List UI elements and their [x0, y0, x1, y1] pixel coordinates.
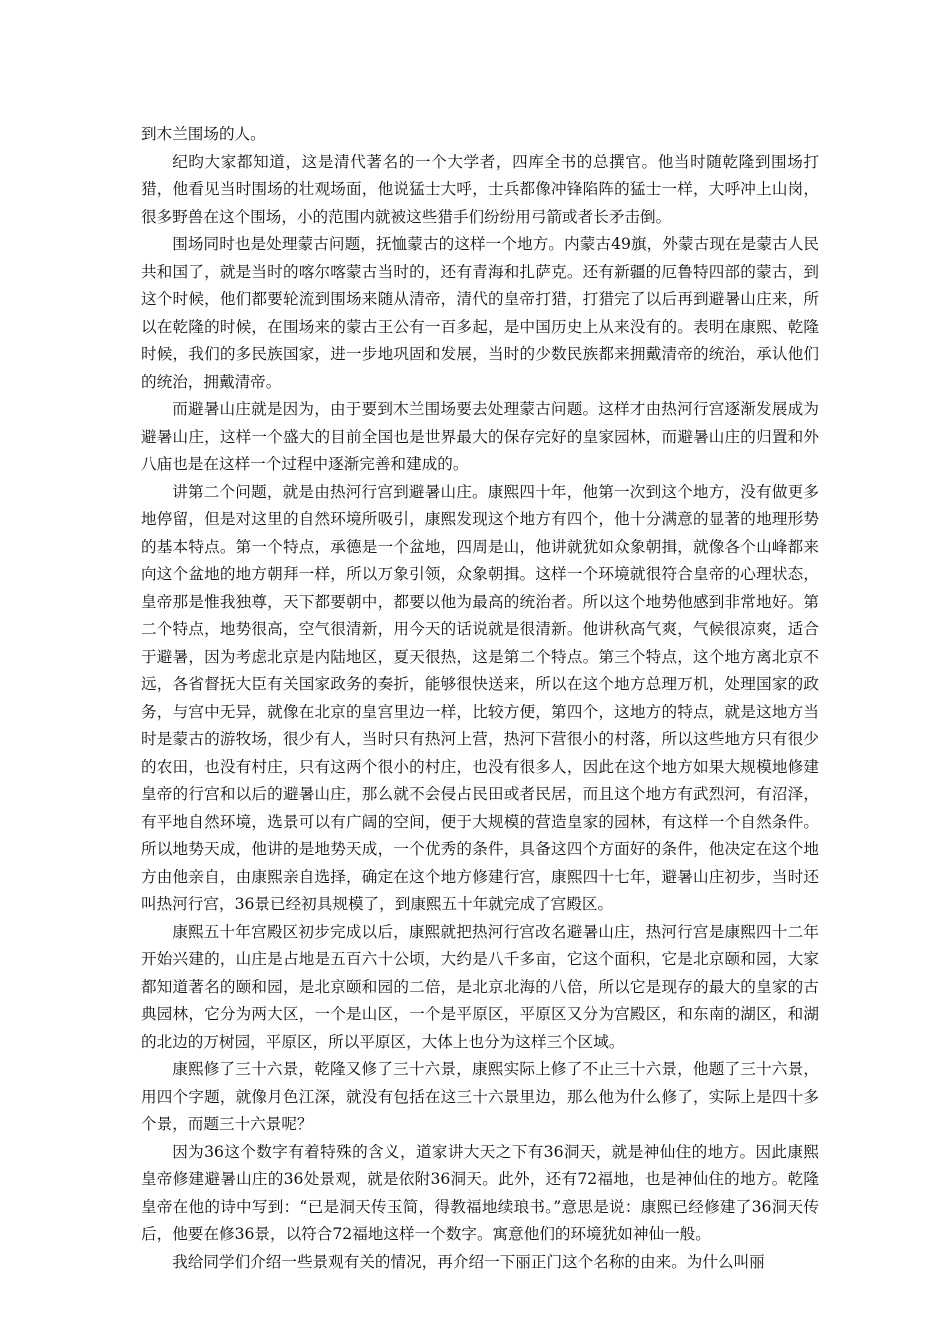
document-page	[141, 121, 819, 1276]
paragraph-continuation: 到木兰围场的人。	[141, 125, 266, 143]
paragraph-palace-area: 康熙五十年宫殿区初步完成以后，康熙就把热河行宫改名避暑山庄，热河行宫是康熙四十二年开始兴建的，山庄是占地是五百六十公顷，大约是八千多亩，它这个面积，它是北京颐和园，大家都知道著名的颐和园，是北京颐和园的二倍，是北京北海的八倍，所以它是现存的最大的皇家的古典园林，它分为两大区，一个是山区，一个是平原区，平原区又分为宫殿区，和东南的湖区，和湖的北边的万树园，平原区，所以平原区，大体上也分为这样三个区域。	[141, 922, 819, 1051]
paragraph-number-36: 因为36这个数字有着特殊的含义，道家讲大天之下有36洞天，就是神仙住的地方。因此康熙皇帝修建避暑山庄的36处景观，就是依附36洞天。此外，还有72福地，也是神仙住的地方。乾隆皇帝在他的诗中写到：“已是洞天传玉简，得教福地续琅书。”意思是说：康熙已经修建了36洞天传后，他要在修36景，以符合72福地这样一个数字。寓意他们的环境犹如神仙一般。	[141, 1142, 819, 1243]
paragraph-second-question: 讲第二个问题，就是由热河行宫到避暑山庄。康熙四十年，他第一次到这个地方，没有做更多地停留，但是对这里的自然环境所吸引，康熙发现这个地方有四个，他十分满意的显著的地理形势的基本特点。第一个特点，承德是一个盆地，四周是山，他讲就犹如众象朝揖，就像各个山峰都来向这个盆地的地方朝拜一样，所以万象引领，众象朝揖。这样一个环境就很符合皇帝的心理状态，皇帝那是惟我独尊，天下都要朝中，都要以他为最高的统治者。所以这个地势他感到非常地好。第二个特点，地势很高，空气很清新，用今天的话说就是很清新。他讲秋高气爽，气候很凉爽，适合于避暑，因为考虑北京是内陆地区，夏天很热，这是第二个特点。第三个特点，这个地方离北京不远，各省督抚大臣有关国家政务的奏折，能够很快送来，所以在这个地方总理万机，处理国家的政务，与宫中无异，就像在北京的皇宫里边一样，比较方便，第四个，这地方的特点，就是这地方当时是蒙古的游牧场，很少有人，当时只有热河上营，热河下营很小的村落，所以这些地方只有很少的农田，也没有村庄，只有这两个很小的村庄，也没有很多人，因此在这个地方如果大规模地修建皇帝的行宫和以后的避暑山庄，那么就不会侵占民田或者民居，而且这个地方有武烈河，有沼泽，有平地自然环境，选景可以有广阔的空间，便于大规模的营造皇家的园林，有这样一个自然条件。所以地势天成，他讲的是地势天成，一个优秀的条件，具备这四个方面好的条件，他决定在这个地方由他亲自，由康熙亲自选择，确定在这个地方修建行宫，康熙四十七年，避暑山庄初步，当时还叫热河行宫，36景已经初具规模了，到康熙五十年就完成了宫殿区。	[141, 482, 819, 913]
paragraph-thirty-six-scenes: 康熙修了三十六景，乾隆又修了三十六景，康熙实际上修了不止三十六景，他题了三十六景，用四个字题，就像月色江深，就没有包括在这三十六景里边，那么他为什么修了，实际上是四十多个景，而题三十六景呢？	[141, 1060, 819, 1133]
paragraph-jiyun: 纪昀大家都知道，这是清代著名的一个大学者，四库全书的总撰官。他当时随乾隆到围场打猎，他看见当时围场的壮观场面，他说猛士大呼，士兵都像冲锋陷阵的猛士一样，大呼冲上山岗，很多野兽在这个围场，小的范围内就被这些猎手们纷纷用弓箭或者长矛击倒。	[141, 152, 819, 226]
paragraph-lizhengmen: 我给同学们介绍一些景观有关的情况，再介绍一下丽正门这个名称的由来。为什么叫丽	[172, 1252, 765, 1271]
paragraph-bishu-origin: 而避暑山庄就是因为，由于要到木兰围场要去处理蒙古问题。这样才由热河行宫逐渐发展成为避暑山庄，这样一个盛大的目前全国也是世界最大的保存完好的皇家园林，而避暑山庄的归置和外八庙也是在这样一个过程中逐渐完善和建成的。	[141, 400, 819, 473]
paragraph-weichang-mongolia: 围场同时也是处理蒙古问题，抚恤蒙古的这样一个地方。内蒙古49旗，外蒙古现在是蒙古人民共和国了，就是当时的喀尔喀蒙古当时的，还有青海和扎萨克。还有新疆的厄鲁特四部的蒙古，到这个时候，他们都要轮流到围场来随从清帝，清代的皇帝打猎，打猎完了以后再到避暑山庄来，所以在乾隆的时候，在围场来的蒙古王公有一百多起，是中国历史上从来没有的。表明在康熙、乾隆时候，我们的多民族国家，进一步地巩固和发展，当时的少数民族都来拥戴清帝的统治，承认他们的统治，拥戴清帝。	[141, 235, 819, 391]
